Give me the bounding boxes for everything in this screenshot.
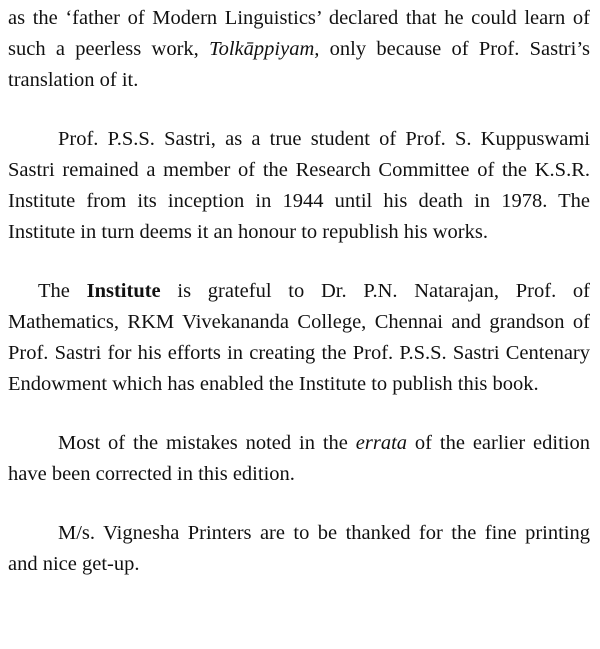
document-page [8, 0, 590, 580]
text-segment: is grateful to Dr. P.N. Natarajan, Prof. of Mathematics, RKM Vivekananda College, Chennai and grandson of Prof. Sastri for his efforts in creating the Prof. P.S.S. Sastri Centenary Endowment which has enabled the Institute to publish this book. [8, 280, 590, 395]
text-segment: Most of the mistakes noted in the [58, 432, 356, 454]
institute-word: Institute [86, 280, 161, 302]
text-segment: of the earlier edition have been corrected in this edition. [8, 432, 590, 485]
paragraph-printers [8, 518, 590, 580]
text-segment: M/s. Vignesha Printers are to be thanked for the fine printing and nice get-up. [8, 522, 590, 575]
paragraph-translation-note [8, 3, 590, 96]
paragraph-research-committee [8, 124, 590, 248]
text-segment: as the ‘father of Modern Linguistics’ declared that he could learn of such a peerless work, [8, 7, 590, 60]
paragraph-errata [8, 428, 590, 490]
book-title-tolkappiyam: Tolkāppiyam, [209, 38, 320, 60]
text-segment: The [38, 280, 87, 302]
errata-word: errata [355, 432, 408, 454]
paragraph-acknowledgement [8, 276, 590, 400]
text-segment: Prof. P.S.S. Sastri, as a true student of Prof. S. Kuppuswami Sastri remained a member of the Research Committee of the K.S.R. Institute from its inception in 1944 until his death in 1978. The Institute in turn deems it an honour to republish his works. [8, 128, 590, 243]
text-segment: only because of Prof. Sastri’s translation of it. [8, 38, 590, 91]
